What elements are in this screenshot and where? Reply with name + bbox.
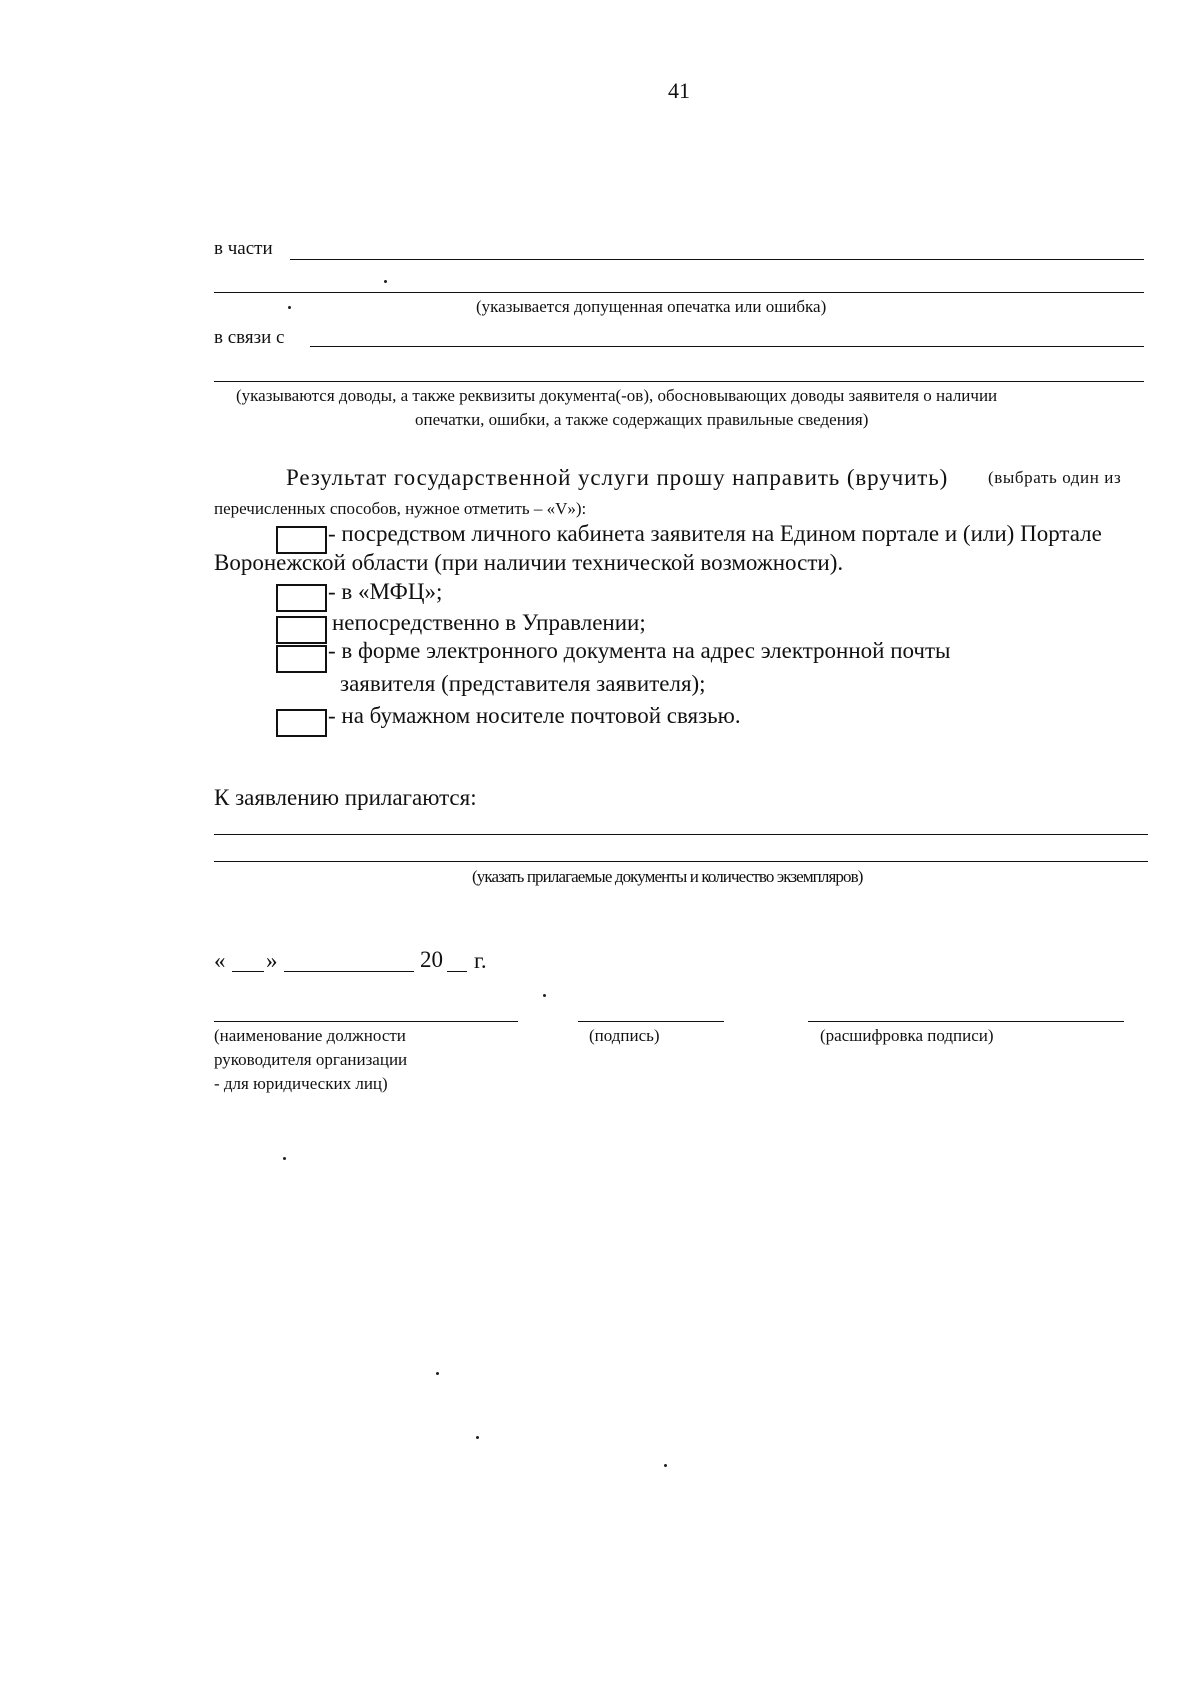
option-label-post: - на бумажном носителе почтовой связью.	[328, 703, 741, 728]
result-intro-note: (выбрать один из	[988, 468, 1122, 487]
attachments-caption: (указать прилагаемые документы и количество экземпляров)	[472, 867, 863, 886]
date-month-line[interactable]	[284, 971, 414, 972]
attachments-input-line[interactable]	[214, 834, 1148, 835]
reason-caption-line2: опечатки, ошибки, а также содержащих правильные сведения)	[415, 410, 869, 429]
option-label-mfc: - в «МФЦ»;	[328, 579, 443, 604]
scan-speck	[476, 1436, 479, 1439]
attachments-label: К заявлению прилагаются:	[214, 785, 477, 810]
scan-speck	[384, 280, 387, 283]
scan-speck	[543, 994, 546, 997]
signature-line[interactable]	[578, 1021, 724, 1022]
date-open-quote: «	[214, 948, 226, 973]
position-caption-line1: (наименование должности	[214, 1026, 406, 1045]
result-intro-note-2: перечисленных способов, нужное отметить – «V»):	[214, 499, 587, 518]
option-label-email: - в форме электронного документа на адрес электронной почты	[328, 638, 951, 663]
scan-speck	[283, 1157, 286, 1160]
scan-speck	[436, 1372, 439, 1375]
option-checkbox-post[interactable]	[276, 709, 327, 737]
option-label-email-cont: заявителя (представителя заявителя);	[340, 671, 706, 696]
reason-label: в связи с	[214, 327, 285, 348]
signature-caption: (подпись)	[589, 1026, 660, 1045]
reason-input-line-2[interactable]	[214, 381, 1144, 382]
date-year-suffix: г.	[474, 948, 487, 973]
reason-input-line[interactable]	[310, 346, 1144, 347]
position-caption-line3: - для юридических лиц)	[214, 1074, 388, 1093]
decoding-line[interactable]	[808, 1021, 1124, 1022]
part-caption: (указывается допущенная опечатка или ошибка)	[476, 297, 827, 316]
page-number: 41	[668, 78, 690, 103]
date-year-line[interactable]	[447, 971, 467, 972]
date-close-quote: »	[266, 948, 278, 973]
part-label: в части	[214, 238, 273, 259]
position-caption-line2: руководителя организации	[214, 1050, 408, 1069]
decoding-caption: (расшифровка подписи)	[820, 1026, 994, 1045]
option-checkbox-directorate[interactable]	[276, 616, 327, 644]
date-year-prefix: 20	[420, 947, 443, 972]
option-label-directorate: непосредственно в Управлении;	[332, 610, 646, 635]
date-day-line[interactable]	[232, 971, 264, 972]
scan-speck	[288, 306, 291, 309]
option-checkbox-mfc[interactable]	[276, 584, 327, 612]
position-line[interactable]	[214, 1021, 518, 1022]
option-label-personal-account: - посредством личного кабинета заявителя на Едином портале и (или) Портале	[328, 521, 1102, 546]
reason-caption-line1: (указываются доводы, а также реквизиты документа(-ов), обосновывающих доводы заявителя о наличии	[236, 386, 998, 405]
attachments-input-line-2[interactable]	[214, 861, 1148, 862]
result-intro: Результат государственной услуги прошу направить (вручить)	[286, 465, 949, 490]
option-checkbox-email[interactable]	[276, 645, 327, 673]
option-label-personal-account-cont: Воронежской области (при наличии технической возможности).	[214, 550, 844, 575]
part-input-line-2[interactable]	[214, 292, 1144, 293]
scan-speck	[664, 1464, 667, 1467]
part-input-line[interactable]	[290, 259, 1144, 260]
